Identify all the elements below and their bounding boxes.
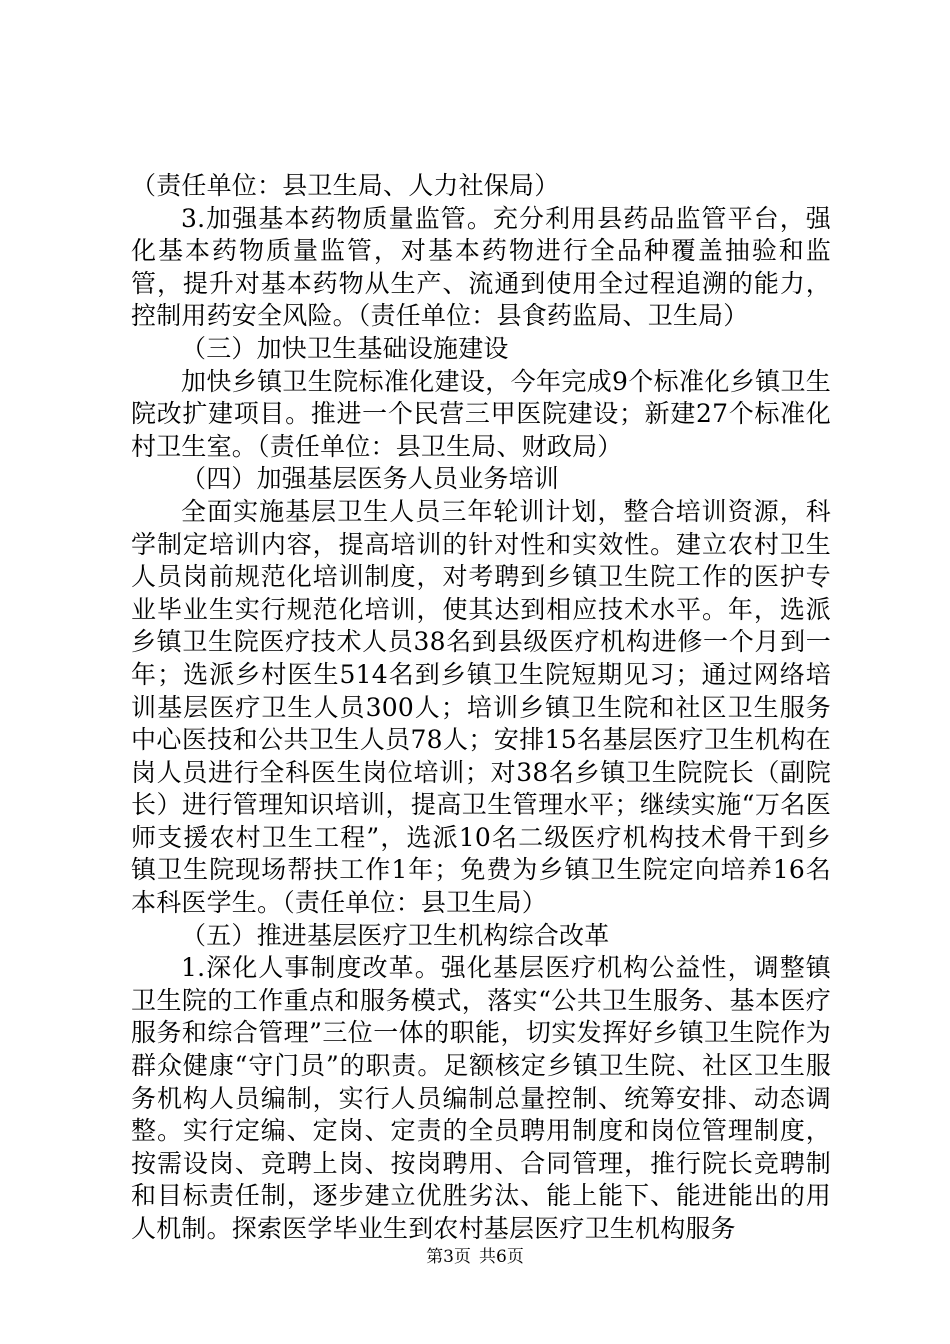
page-total: 共6页 <box>479 1247 524 1267</box>
section-heading-reform: （五）推进基层医疗卫生机构综合改革 <box>181 920 610 950</box>
paragraph-infrastructure: 加快乡镇卫生院标准化建设，今年完成9个标准化乡镇卫生院改扩建项目。推进一个民营三甲医院建设；新建27个标准化村卫生室。（责任单位：县卫生局、财政局） <box>131 366 831 461</box>
paragraph-drug-quality: 3.加强基本药物质量监管。充分利用县药品监管平台，强化基本药物质量监管，对基本药物进行全品种覆盖抽验和监管，提升对基本药物从生产、流通到使用全过程追溯的能力，控制用药安全风险。（责任单位：县食药监局、卫生局） <box>131 203 831 331</box>
paragraph-personnel-reform: 1.深化人事制度改革。强化基层医疗机构公益性，调整镇卫生院的工作重点和服务模式，落实“公共卫生服务、基本医疗服务和综合管理”三位一体的职能，切实发挥好乡镇卫生院作为群众健康“守门员”的职责。足额核定乡镇卫生院、社区卫生服务机构人员编制，实行人员编制总量控制、统筹安排、动态调整。实行定编、定岗、定责的全员聘用制度和岗位管理制度，按需设岗、竞聘上岗、按岗聘用、合同管理，推行院长竞聘制和目标责任制，逐步建立优胜劣汰、能上能下、能进能出的用人机制。探索医学毕业生到农村基层医疗卫生机构服务 <box>131 953 831 1243</box>
section-heading-training: （四）加强基层医务人员业务培训 <box>181 464 560 494</box>
paragraph-responsibility: （责任单位：县卫生局、人力社保局） <box>131 171 560 200</box>
page-footer <box>0 1242 950 1267</box>
paragraph-training: 全面实施基层卫生人员三年轮训计划，整合培训资源，科学制定培训内容，提高培训的针对性和实效性。建立农村卫生人员岗前规范化培训制度，对考聘到乡镇卫生院工作的医护专业毕业生实行规范化培训，使其达到相应技术水平。年，选派乡镇卫生院医疗技术人员38名到县级医疗机构进修一个月到一年；选派乡村医生514名到乡镇卫生院短期见习；通过网络培训基层医疗卫生人员300人；培训乡镇卫生院和社区卫生服务中心医技和公共卫生人员78人；安排15名基层医疗卫生机构在岗人员进行全科医生岗位培训；对38名乡镇卫生院院长（副院长）进行管理知识培训，提高卫生管理水平；继续实施“万名医师支援农村卫生工程”，选派10名二级医疗机构技术骨干到乡镇卫生院现场帮扶工作1年；免费为乡镇卫生院定向培养16名本科医学生。（责任单位：县卫生局） <box>131 496 831 918</box>
section-heading-infrastructure: （三）加快卫生基础设施建设 <box>181 333 509 363</box>
page-number: 第3页 <box>426 1247 471 1267</box>
document-body <box>131 170 831 1246</box>
